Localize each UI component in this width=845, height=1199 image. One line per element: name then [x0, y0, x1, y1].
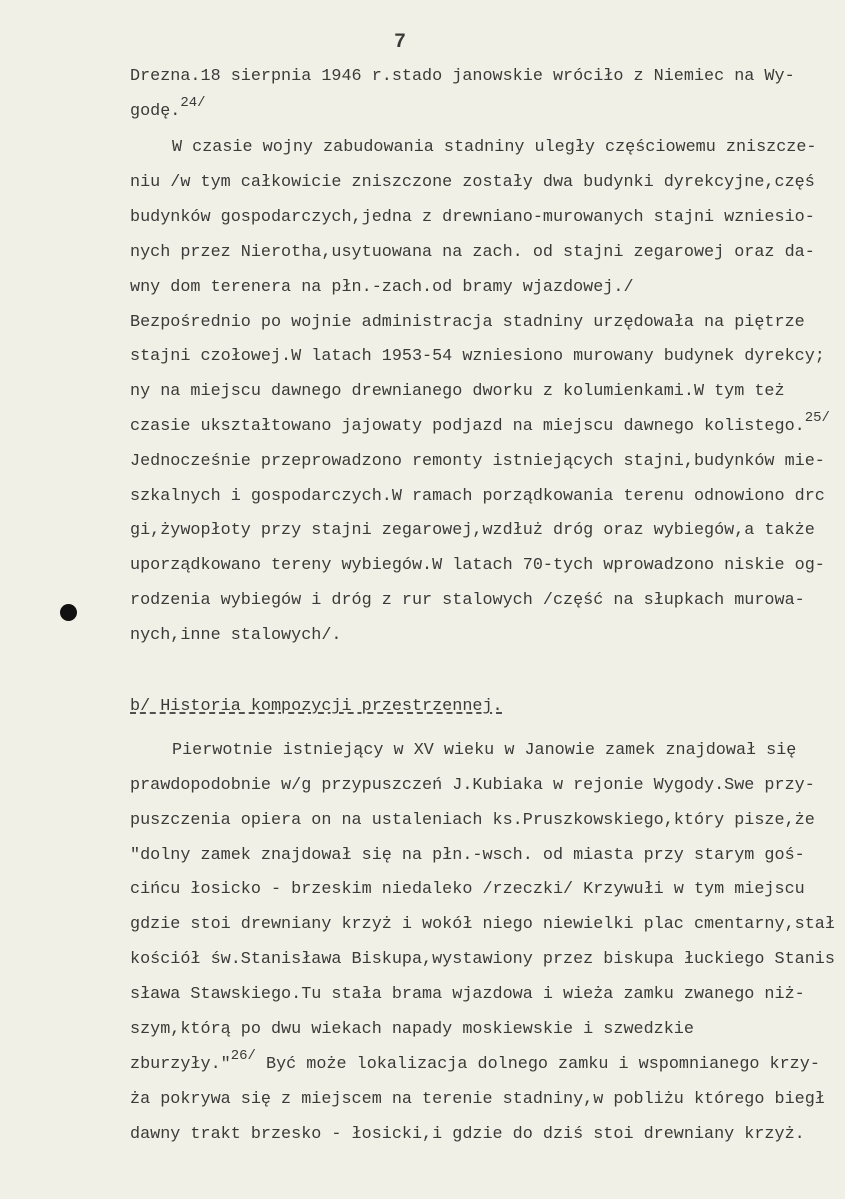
text-fragment: Być może lokalizacja dolnego zamku i wspomnianego krzy- — [266, 1055, 820, 1074]
text-line: szkalnych i gospodarczych.W ramach porządkowania terenu odnowiono drc — [130, 487, 825, 506]
text-line: budynków gospodarczych,jedna z drewniano-murowanych stajni wzniesio- — [130, 208, 815, 227]
text-line — [130, 1048, 820, 1075]
text-line: Jednocześnie przeprowadzono remonty istniejących stajni,budynków mie- — [130, 452, 825, 471]
text-line: cińcu łosicko - brzeskim niedaleko /rzeczki/ Krzywułi w tym miejscu — [130, 880, 805, 899]
text-line: prawdopodobnie w/g przypuszczeń J.Kubiaka w rejonie Wygody.Swe przy- — [130, 776, 815, 795]
text-line: stajni czołowej.W latach 1953-54 wzniesiono murowany budynek dyrekcy; — [130, 347, 825, 366]
punch-hole — [60, 604, 77, 621]
page-number: 7 — [394, 31, 407, 54]
text-line: nych,inne stalowych/. — [130, 626, 342, 645]
text-fragment: zburzyły." — [130, 1055, 231, 1074]
footnote-ref: 25/ — [804, 410, 830, 426]
text-line: ża pokrywa się z miejscem na terenie stadniny,w pobliżu którego biegł — [130, 1090, 825, 1109]
text-line: ny na miejscu dawnego drewnianego dworku z kolumienkami.W tym też — [130, 382, 785, 401]
text-fragment — [256, 1055, 266, 1074]
text-fragment: czasie ukształtowano jajowaty podjazd na miejscu dawnego kolistego. — [130, 417, 805, 436]
text-line: Drezna.18 sierpnia 1946 r.stado janowskie wróciło z Niemiec na Wy- — [130, 67, 795, 86]
text-line: nych przez Nierotha,usytuowana na zach. od stajni zegarowej oraz da- — [130, 243, 815, 262]
text-line: dawny trakt brzesko - łosicki,i gdzie do dziś stoi drewniany krzyż. — [130, 1125, 805, 1144]
footnote-ref: 26/ — [230, 1048, 256, 1064]
text-line: sława Stawskiego.Tu stała brama wjazdowa i wieża zamku zwanego niż- — [130, 985, 805, 1004]
text-line: Pierwotnie istniejący w XV wieku w Janowie zamek znajdował się — [172, 741, 797, 760]
text-line — [130, 95, 206, 122]
text-line: puszczenia opiera on na ustaleniach ks.Pruszkowskiego,który pisze,że — [130, 811, 815, 830]
section-heading: b/ Historia kompozycji przestrzennej. — [130, 697, 503, 716]
text-line: W czasie wojny zabudowania stadniny uległy częściowemu zniszcze- — [172, 138, 817, 157]
text-line: wny dom terenera na płn.-zach.od bramy wjazdowej./ — [130, 278, 634, 297]
text-line: uporządkowano tereny wybiegów.W latach 70-tych wprowadzono niskie og- — [130, 556, 825, 575]
text-line: kościół św.Stanisława Biskupa,wystawiony przez biskupa łuckiego Stanis — [130, 950, 835, 969]
text-line — [130, 410, 830, 437]
text-line: szym,którą po dwu wiekach napady moskiewskie i szwedzkie — [130, 1020, 694, 1039]
text-fragment: godę. — [130, 102, 181, 121]
text-line: Bezpośrednio po wojnie administracja stadniny urzędowała na piętrze — [130, 313, 805, 332]
text-line: rodzenia wybiegów i dróg z rur stalowych /część na słupkach murowa- — [130, 591, 805, 610]
text-line: gdzie stoi drewniany krzyż i wokół niego niewielki plac cmentarny,stał — [130, 915, 835, 934]
text-line: niu /w tym całkowicie zniszczone zostały dwa budynki dyrekcyjne,częś — [130, 173, 815, 192]
footnote-ref: 24/ — [180, 95, 206, 111]
text-line: gi,żywopłoty przy stajni zegarowej,wzdłuż dróg oraz wybiegów,a także — [130, 521, 815, 540]
text-line: "dolny zamek znajdował się na płn.-wsch. od miasta przy starym goś- — [130, 846, 805, 865]
